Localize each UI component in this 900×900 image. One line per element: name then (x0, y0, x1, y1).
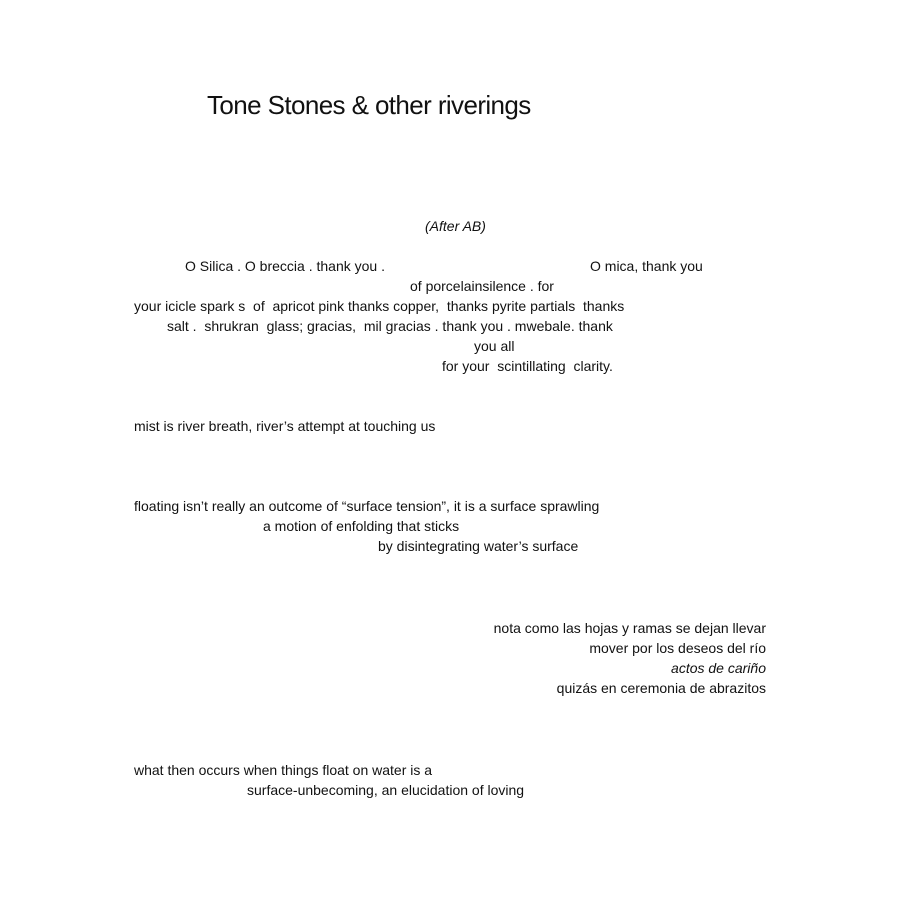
stanza1-line2: of porcelainsilence . for (410, 278, 554, 294)
stanza1-line5: you all (474, 338, 515, 354)
stanza4-line1: nota como las hojas y ramas se dejan llevar (493, 620, 766, 636)
stanza1-line3: your icicle spark s of apricot pink thanks copper, thanks pyrite partials thanks (134, 298, 625, 314)
poem-title: Tone Stones & other riverings (207, 90, 531, 120)
stanza3-line2: a motion of enfolding that sticks (263, 518, 460, 534)
stanza4-line4: quizás en ceremonia de abrazitos (556, 680, 766, 696)
stanza1-line1b: O mica, thank you (590, 258, 703, 274)
stanza1-line6: for your scintillating clarity. (442, 358, 613, 374)
stanza3-line1: floating isn’t really an outcome of “surface tension”, it is a surface sprawling (134, 498, 600, 514)
stanza5-line2: surface-unbecoming, an elucidation of loving (247, 782, 525, 798)
stanza3-line3: by disintegrating water’s surface (378, 538, 579, 554)
stanza5-line1: what then occurs when things float on water is a (134, 762, 433, 778)
dedication: (After AB) (425, 218, 486, 234)
stanza1-line4: salt . shrukran glass; gracias, mil gracias . thank you . mwebale. thank (167, 318, 613, 334)
stanza4-line2: mover por los deseos del río (589, 640, 766, 656)
stanza4-line3: actos de cariño (671, 660, 766, 676)
stanza1-line1a: O Silica . O breccia . thank you . (185, 258, 385, 274)
stanza2-line1: mist is river breath, river’s attempt at touching us (134, 418, 436, 434)
